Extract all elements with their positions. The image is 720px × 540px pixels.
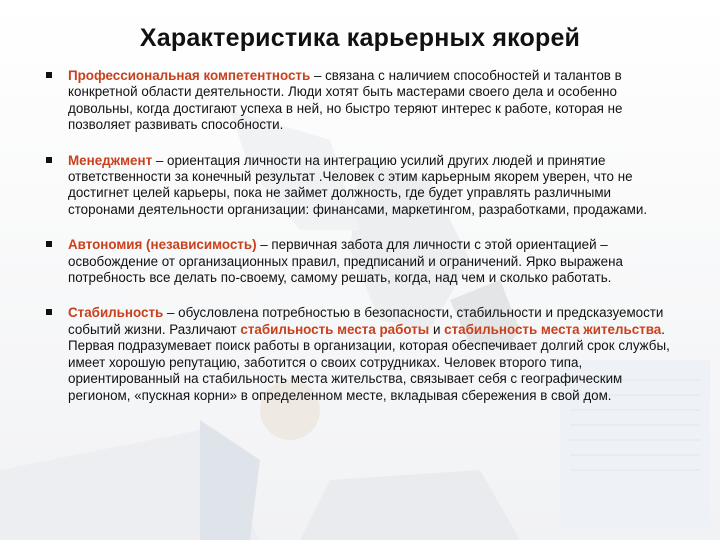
square-bullet-icon: [46, 241, 52, 247]
square-bullet-icon: [46, 157, 52, 163]
list-item-stability: [44, 305, 674, 403]
description-autonomy: – первичная забота для личности с этой ориентацией – освобождение от организационных правил, предписаний и ограничений. Ярко выражена потребность все делать по-своему, самому решать, когда, над чем и сколько работать.: [68, 237, 623, 286]
term-competence: Профессиональная компетентность: [68, 68, 311, 83]
description-stability-part-3: . Первая подразумевает поиск работы в организации, которая обеспечивает долгий срок службы, имеет хорошую репутацию, заботится о своих сотрудниках. Человек второго типа, ориентированный на стабильность места жительства, связывает себя с географическим регионом, «пускная корни» в определенном месте, вкладывая сбережения в свой дом.: [68, 321, 670, 403]
list-item-competence: [44, 68, 674, 134]
list-item-management: [44, 153, 674, 219]
slide-title: Характеристика карьерных якорей: [139, 24, 581, 52]
description-competence: – связана с наличием способностей и талантов в конкретной области деятельности. Люди хотят быть мастерами своего дела и особенно довольны, когда достигают успеха в ней, но быстро теряют интерес к работе, которая не позволяет развивать способности.: [68, 68, 623, 133]
square-bullet-icon: [46, 309, 52, 315]
anchor-list: [44, 68, 674, 404]
term-management: Менеджмент: [68, 152, 153, 168]
description-stability-part-1: – обусловлена потребностью в безопасности, стабильности и предсказуемости событий жизни. Различают: [68, 305, 664, 337]
description-stability-part-2: и: [429, 321, 445, 337]
term-stability: Стабильность: [68, 305, 164, 321]
description-management: – ориентация личности на интеграцию усилий других людей и принятие ответственности за конечный результат .Человек с этим карьерным якорем уверен, что не достигнет целей карьеры, пока не займет должность, где будет управлять различными сторонами деятельности организации: финансами, маркетингом, разработками, продажами.: [68, 152, 648, 217]
highlight-job-stability: стабильность места работы: [240, 321, 430, 337]
square-bullet-icon: [46, 72, 52, 78]
list-item-autonomy: [44, 237, 674, 286]
highlight-residence-stability: стабильность места жительства: [444, 321, 662, 337]
term-autonomy: Автономия (независимость): [68, 237, 257, 253]
